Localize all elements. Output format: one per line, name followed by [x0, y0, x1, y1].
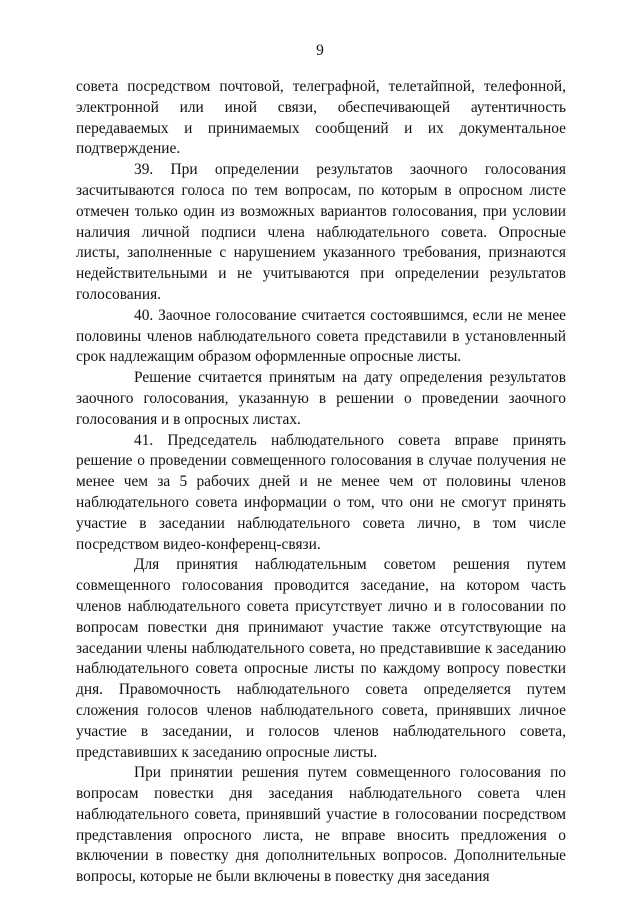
paragraph-41: 41. Председатель наблюдательного совета вправе принять решение о проведении совмещенного голосования в случае получения не менее чем за 5 рабочих дней и не менее чем от половины членов наблюдательного совета информации о том, что они не смогут принять участие в заседании наблюдательного совета лично, в том числе посредством видео-конференц-связи. [76, 431, 566, 553]
paragraph-40: 40. Заочное голосование считается состоявшимся, если не менее половины членов наблюдательного совета представили в установленный срок надлежащим образом оформленные опросные листы. [76, 306, 566, 366]
paragraph-39: 39. При определении результатов заочного голосования засчитываются голоса по тем вопросам, по которым в опросном листе отмечен только один из возможных вариантов голосования, при условии наличия личной подписи члена наблюдательного совета. Опросные листы, заполненные с нарушением указанного требования, признаются недействительными и не учитываются при определении результатов голосования. [76, 161, 566, 303]
paragraph-41-combined-meeting: Для принятия наблюдательным советом решения путем совмещенного голосования проводится заседание, на котором часть членов наблюдательного совета присутствует лично и в голосовании по вопросам повестки дня принимают участие также отсутствующие на заседании члены наблюдательного совета, но представившие к заседанию наблюдательного совета опросные листы по каждому вопросу повестки дня. Правомочность наблюдательного совета определяется путем сложения голосов членов наблюдательного совета, принявших личное участие в заседании, и голосов членов наблюдательного совета, представивших к заседанию опросные листы. [76, 556, 566, 761]
paragraph-41-restrictions: При принятии решения путем совмещенного голосования по вопросам повестки дня заседания наблюдательного совета член наблюдательного совета, принявший участие в голосовании посредством представления опросного листа, не вправе вносить предложения о включении в повестку дня дополнительных вопросов. Дополнительные вопросы, которые не были включены в повестку дня заседания [76, 764, 566, 886]
page-number: 9 [316, 42, 324, 59]
paragraph-40-decision: Решение считается принятым на дату определения результатов заочного голосования, указанную в решении о проведении заочного голосования и в опросных листах. [76, 369, 566, 428]
paragraph-continuation: совета посредством почтовой, телеграфной, телетайпной, телефонной, электронной или иной связи, обеспечивающей аутентичность передаваемых и принимаемых сообщений и их документальное подтверждение. [76, 78, 566, 158]
document-body [76, 77, 566, 888]
